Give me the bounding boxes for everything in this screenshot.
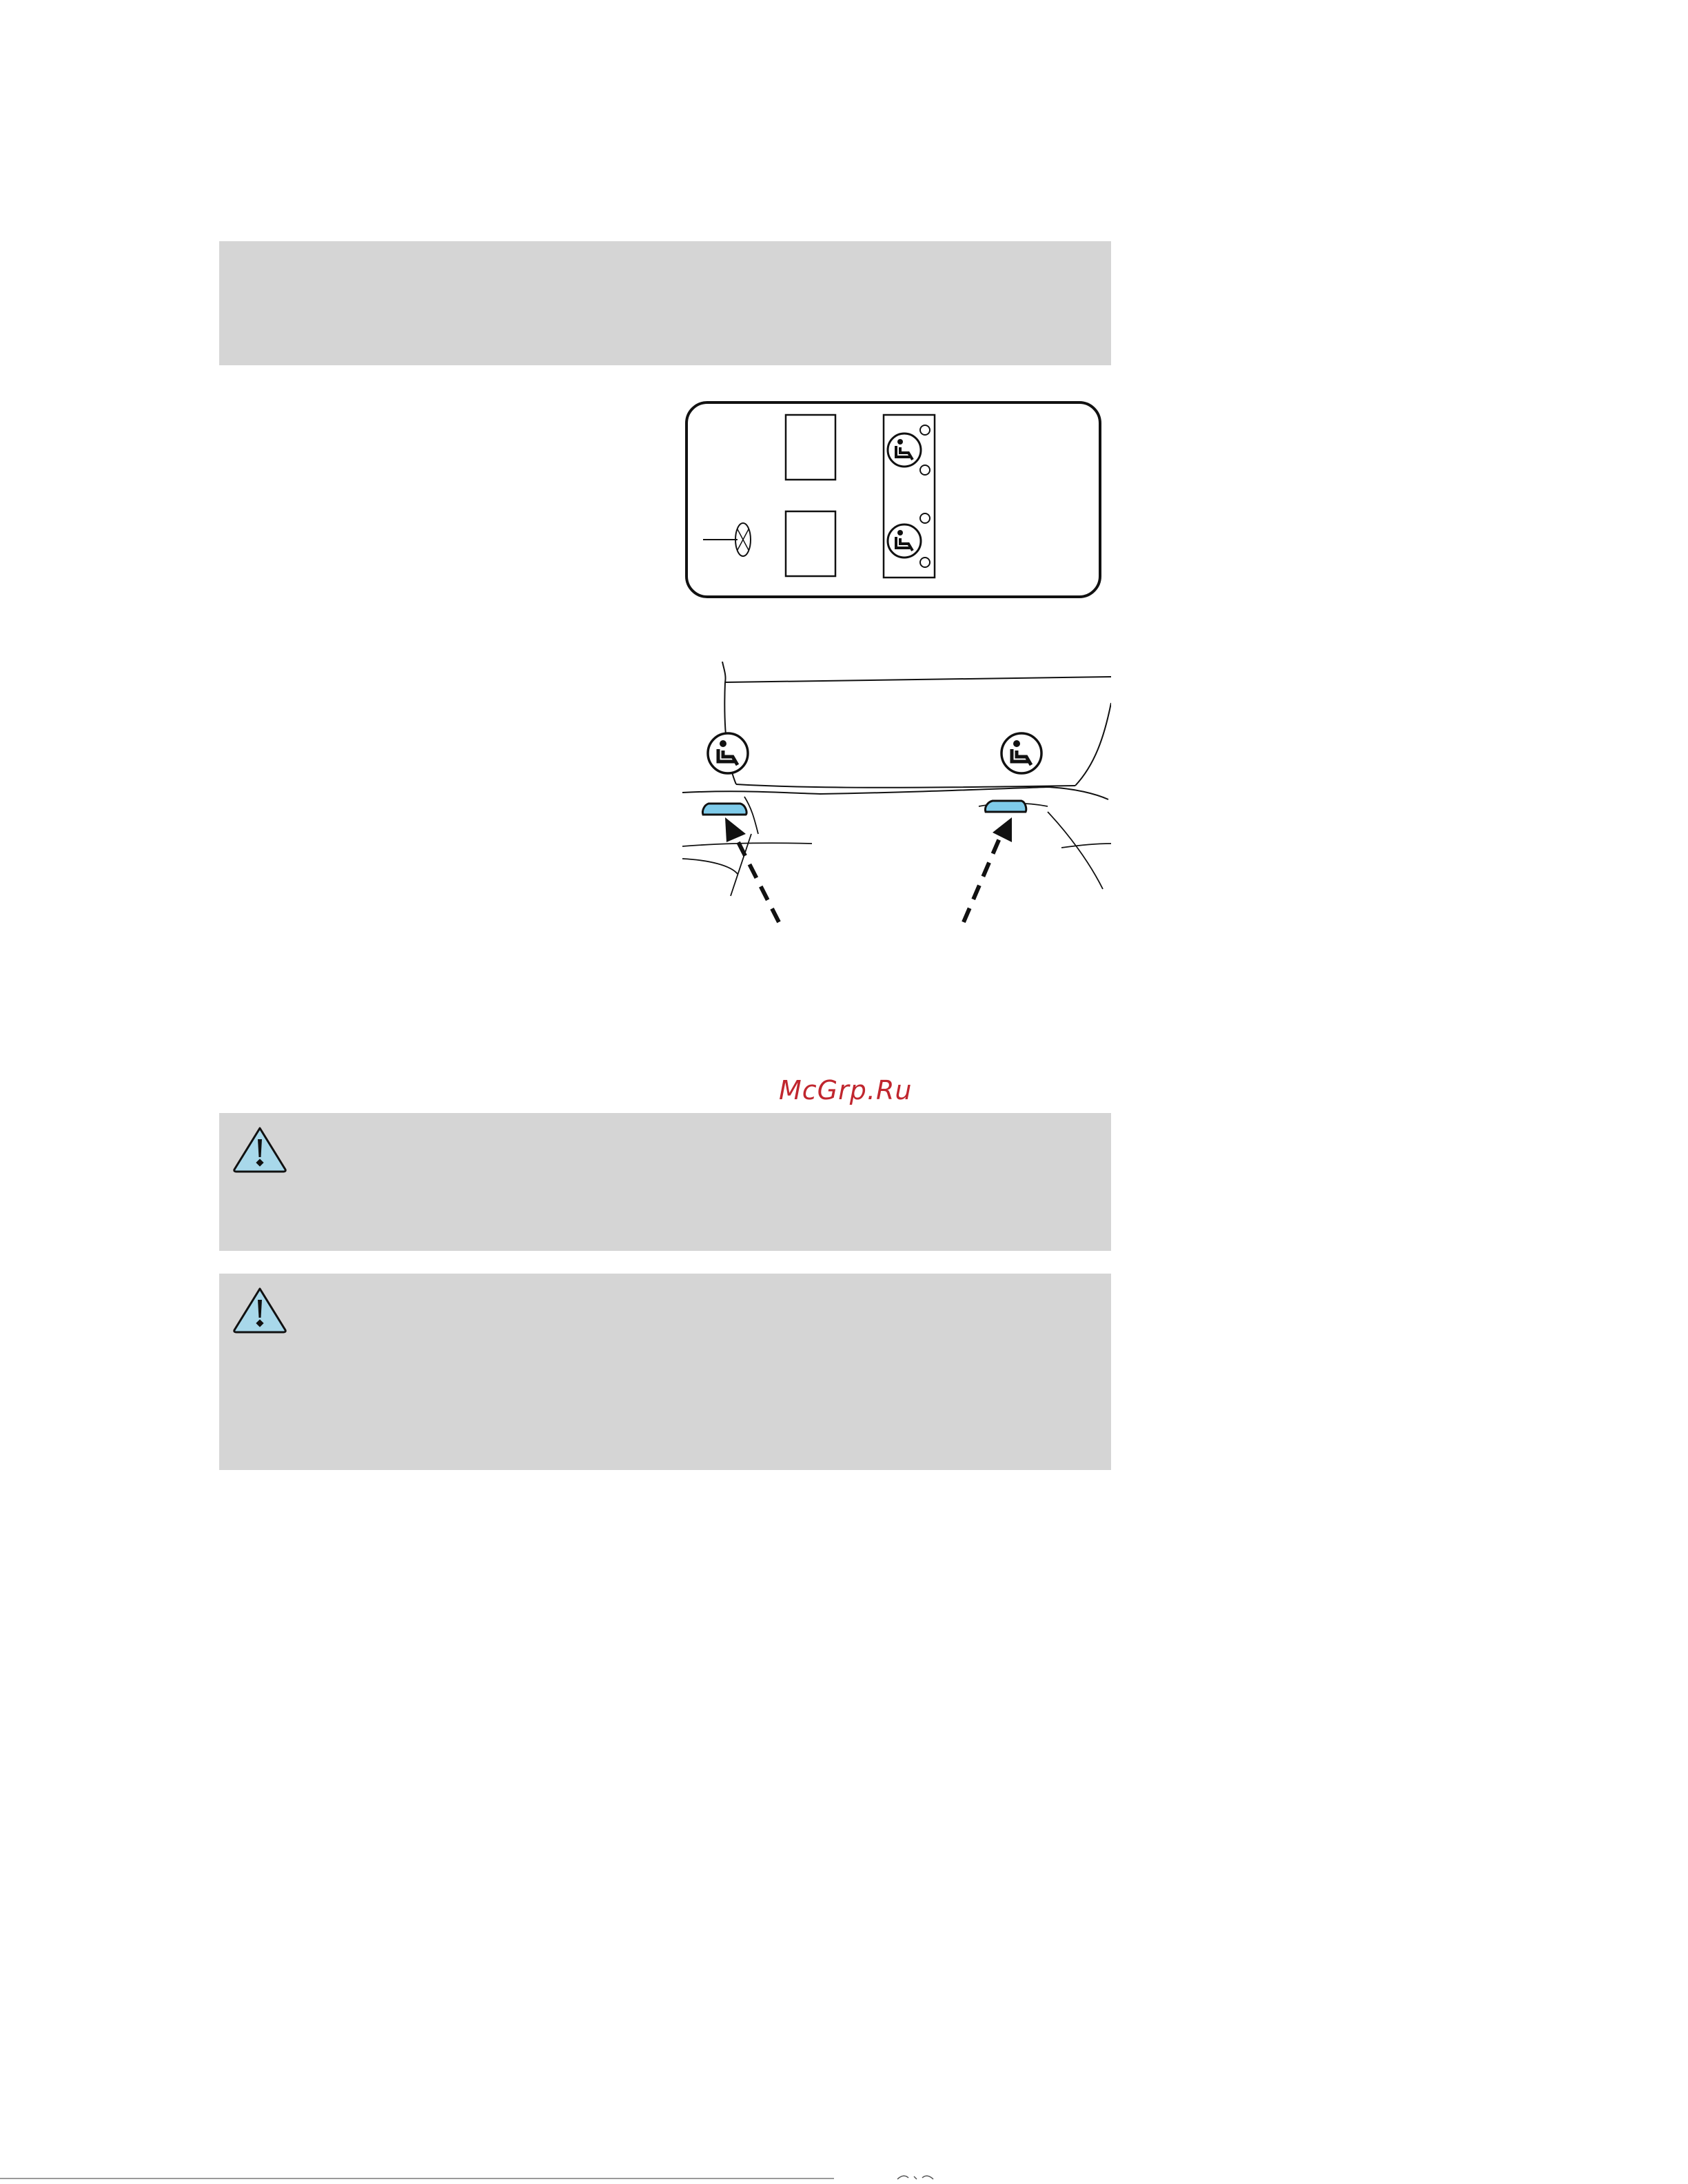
lower-anchor-drawing (682, 662, 1111, 937)
child-seat-anchor-icon (888, 433, 921, 467)
child-seat-anchor-icon (1001, 733, 1041, 773)
warning-triangle-icon (232, 1125, 288, 1174)
watermark-text: McGrp.Ru (779, 1075, 913, 1105)
child-seat-label-drawing (682, 400, 1111, 603)
footer-mark (896, 2175, 937, 2181)
header-band (219, 241, 1111, 365)
left-lower-anchor (702, 804, 746, 815)
lower-anchor-figure (682, 662, 1111, 937)
label-outline (687, 402, 1100, 597)
child-seat-anchor-icon (708, 733, 748, 773)
warning-box-2 (219, 1274, 1111, 1470)
warning-box-1 (219, 1113, 1111, 1251)
child-seat-anchor-icon (888, 524, 921, 558)
footer-rule (0, 2178, 834, 2179)
warning-triangle-icon (232, 1286, 288, 1334)
right-anchor-arrow (964, 817, 1012, 922)
child-seat-label-figure (682, 400, 1111, 603)
right-lower-anchor (985, 801, 1026, 812)
